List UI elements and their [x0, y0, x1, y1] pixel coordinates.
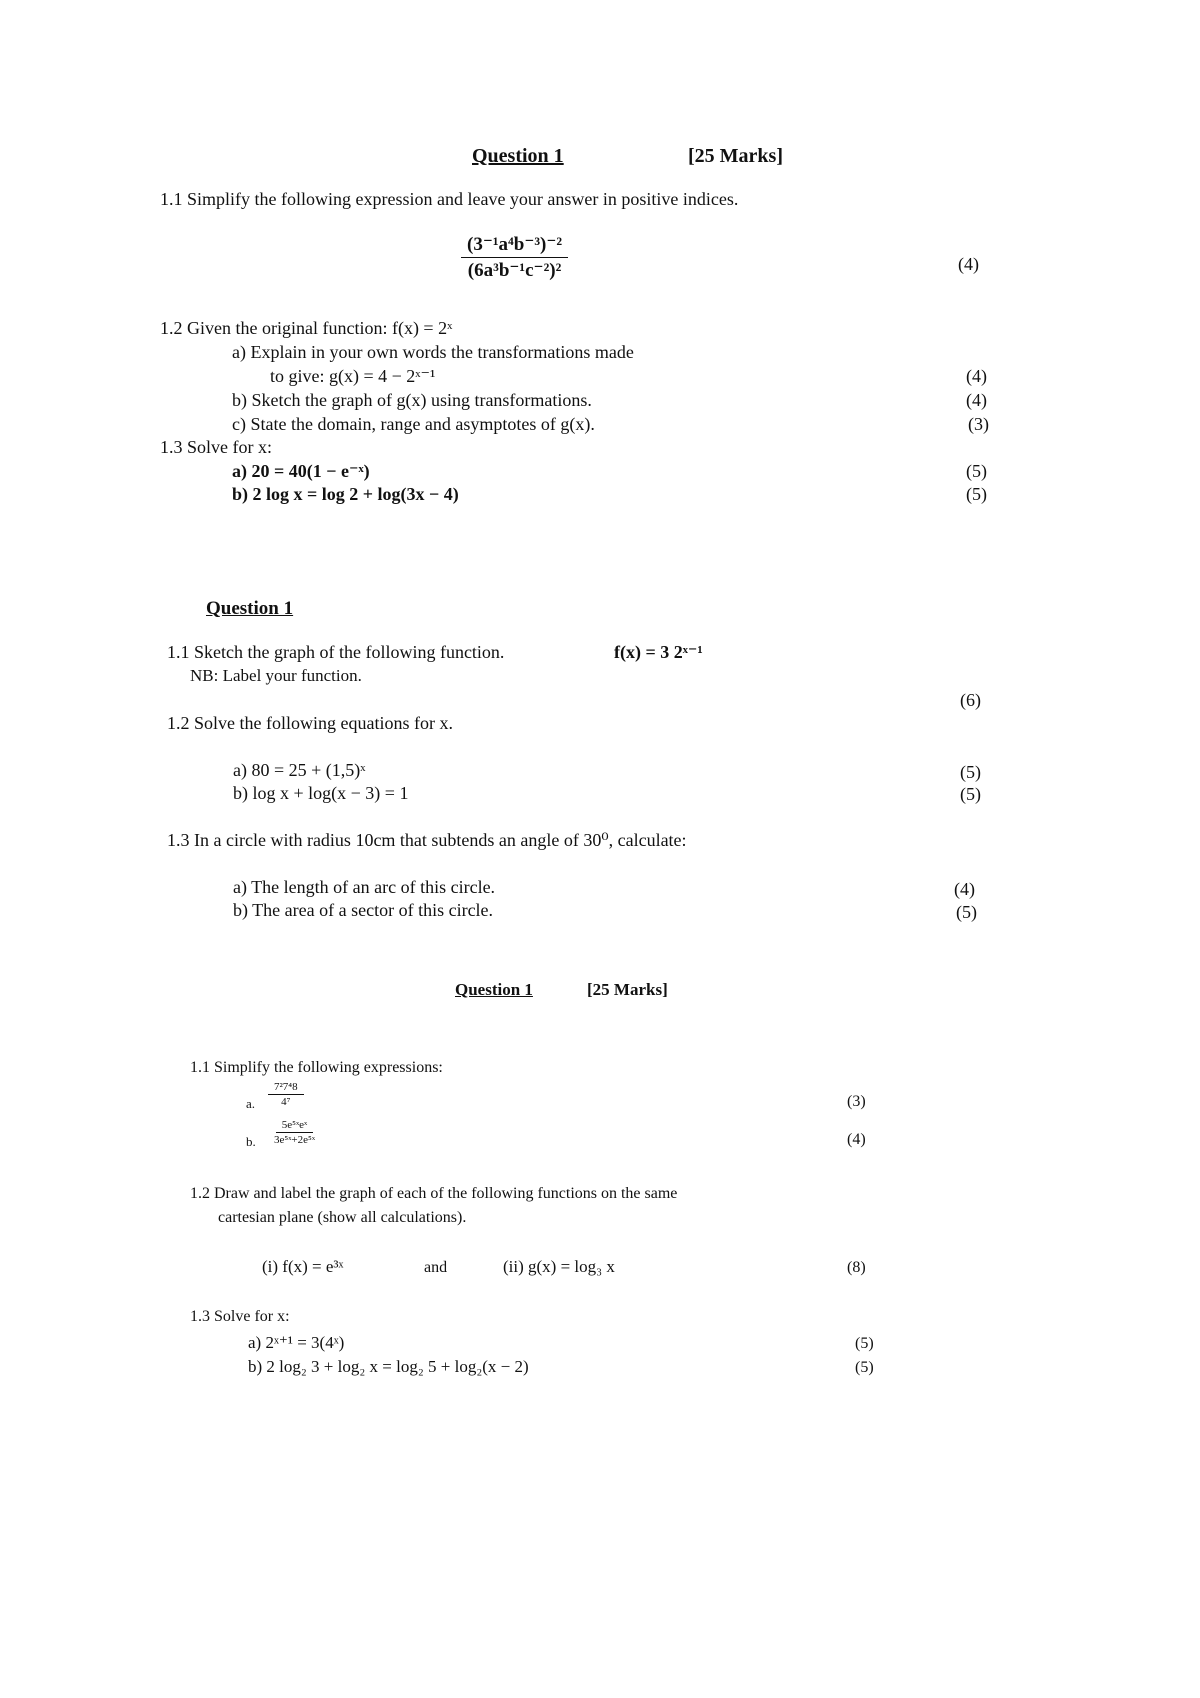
c-q1-2-line1: 1.2 Draw and label the graph of each of the following functions on the same	[190, 1185, 678, 1202]
c-q1-1a-denominator: 4⁷	[281, 1096, 291, 1108]
c-q1-2-g: (ii) g(x) = log₃ x	[503, 1257, 615, 1276]
c-q1-1b-denominator: 3e⁵ˣ+2e⁵ˣ	[274, 1134, 315, 1146]
b-q1-1-function: f(x) = 3 2ˣ⁻¹	[614, 642, 703, 662]
a-q1-1-fraction	[461, 233, 568, 282]
b-q1-2b-text: b) log x + log(x − 3) = 1	[233, 783, 409, 803]
a-q1-3b-mark: (5)	[966, 484, 987, 504]
c-q1-3a-text: a) 2ˣ⁺¹ = 3(4ˣ)	[248, 1333, 345, 1352]
c-q1-3-text: 1.3 Solve for x:	[190, 1308, 290, 1325]
b-q1-3a-text: a) The length of an arc of this circle.	[233, 877, 496, 897]
c-q1-1a-numerator: 7²7⁴8	[268, 1081, 304, 1095]
c-q1-3b-mark: (5)	[855, 1359, 874, 1376]
a-q1-2a-line1: a) Explain in your own words the transformations made	[232, 342, 634, 362]
a-q1-3b-text: b) 2 log x = log 2 + log(3x − 4)	[232, 484, 459, 504]
a-q1-3a-text: a) 20 = 40(1 − e⁻ˣ)	[232, 461, 370, 481]
b-q1-2b-mark: (5)	[960, 784, 981, 804]
a-q1-2c-text: c) State the domain, range and asymptotes of g(x).	[232, 414, 595, 434]
b-q1-3-text: 1.3 In a circle with radius 10cm that subtends an angle of 30⁰, calculate:	[167, 830, 687, 850]
b-q1-3b-mark: (5)	[956, 902, 977, 922]
a-q1-2c-mark: (3)	[968, 414, 989, 434]
b-q1-3b-text: b) The area of a sector of this circle.	[233, 900, 494, 920]
a-q1-2a-line2: to give: g(x) = 4 − 2ˣ⁻¹	[270, 366, 436, 386]
a-q1-1-mark: (4)	[958, 254, 979, 274]
b-q1-1-nb: NB: Label your function.	[190, 666, 362, 685]
a-q1-2b-mark: (4)	[966, 390, 987, 410]
b-q1-1-mark: (6)	[960, 690, 981, 710]
c-q1-2-and: and	[424, 1259, 448, 1276]
c-q1-1b-mark: (4)	[847, 1131, 866, 1148]
c-q1-1-text: 1.1 Simplify the following expressions:	[190, 1059, 443, 1076]
c-q1-2-mark: (8)	[847, 1259, 866, 1276]
b-q1-1-text: 1.1 Sketch the graph of the following function.	[167, 642, 505, 662]
b-q1-2a-mark: (5)	[960, 762, 981, 782]
c-q1-1a-mark: (3)	[847, 1093, 866, 1110]
a-q1-1-text: 1.1 Simplify the following expression and leave your answer in positive indices.	[160, 189, 739, 209]
c-q1-3b-text: b) 2 log₂ 3 + log₂ x = log₂ 5 + log₂(x − 2)	[248, 1357, 529, 1376]
section-c-marks: [25 Marks]	[587, 980, 668, 999]
section-a-title: Question 1	[472, 145, 564, 167]
c-q1-2-f: (i) f(x) = e³ˣ	[262, 1257, 344, 1276]
b-q1-2-text: 1.2 Solve the following equations for x.	[167, 713, 453, 733]
b-q1-3a-mark: (4)	[954, 879, 975, 899]
section-a-marks: [25 Marks]	[688, 145, 783, 167]
c-q1-1b-numerator: 5e⁵ˣeˣ	[276, 1119, 313, 1133]
b-q1-2a-text: a) 80 = 25 + (1,5)ˣ	[233, 760, 366, 780]
a-q1-3-text: 1.3 Solve for x:	[160, 437, 272, 457]
a-q1-2-text: 1.2 Given the original function: f(x) = 2ˣ	[160, 318, 453, 338]
section-c-title: Question 1	[455, 980, 533, 999]
section-b-title: Question 1	[206, 598, 294, 619]
c-q1-1b-label: b.	[246, 1134, 256, 1149]
c-q1-2-line2: cartesian plane (show all calculations).	[218, 1209, 467, 1226]
c-q1-3a-mark: (5)	[855, 1335, 874, 1352]
c-q1-1a-label: a.	[246, 1096, 256, 1111]
a-fraction-numerator: (3⁻¹a⁴b⁻³)⁻²	[461, 233, 568, 258]
a-q1-2b-text: b) Sketch the graph of g(x) using transformations.	[232, 390, 592, 410]
a-fraction-denominator: (6a³b⁻¹c⁻²)²	[467, 260, 562, 281]
c-q1-1a-fraction	[268, 1081, 304, 1108]
a-q1-2a-mark: (4)	[966, 366, 987, 386]
c-q1-1b-fraction	[268, 1119, 321, 1146]
a-q1-3a-mark: (5)	[966, 461, 987, 481]
